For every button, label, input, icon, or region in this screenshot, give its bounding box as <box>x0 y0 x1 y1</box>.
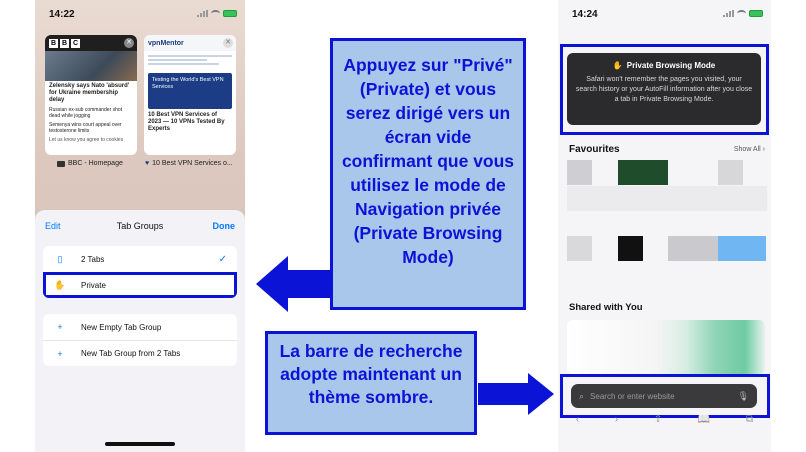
bbc-story-2: Russian ex-sub commander shot dead while jogging <box>49 107 123 119</box>
row-label: 2 Tabs <box>81 254 105 264</box>
row-label: New Tab Group from 2 Tabs <box>81 349 181 358</box>
favourite-tile[interactable] <box>668 236 718 261</box>
search-icon: ⌕ <box>579 390 585 401</box>
hand-icon: ✋ <box>612 61 623 70</box>
vpn-menu-lines <box>144 51 236 73</box>
battery-icon <box>223 10 237 17</box>
tab-group-private[interactable] <box>43 272 237 298</box>
checkmark-icon: ✓ <box>218 253 227 265</box>
bbc-news-image <box>45 51 137 81</box>
close-tab-icon[interactable]: ✕ <box>223 38 233 48</box>
done-button[interactable]: Done <box>212 221 235 231</box>
sheet-header <box>35 221 245 235</box>
signal-icon <box>723 10 734 17</box>
battery-icon <box>749 10 763 17</box>
bottom-toolbar <box>558 414 771 432</box>
vpn-article-title: 10 Best VPN Services of 2023 — 10 VPNs Tested By Experts <box>148 112 225 132</box>
row-label: New Empty Tab Group <box>81 322 162 332</box>
wifi-icon <box>211 10 220 17</box>
bbc-favicon-icon <box>57 161 65 167</box>
favourites-header <box>569 144 765 158</box>
search-input[interactable] <box>590 392 730 401</box>
hand-icon: ✋ <box>54 280 66 290</box>
bbc-headline: Zelensky says Nato 'absurd' for Ukraine membership delay <box>49 83 130 103</box>
tab-group-list <box>43 246 237 298</box>
bbc-logo-b2: B <box>61 39 68 47</box>
private-title: Private Browsing Mode <box>626 61 716 70</box>
caption-text: 10 Best VPN Services o... <box>152 160 233 167</box>
private-browsing-notice <box>567 53 761 125</box>
plus-icon: + <box>57 348 63 359</box>
vpn-banner: Testing the World's Best VPN Services <box>148 73 232 109</box>
wifi-icon <box>737 10 746 17</box>
left-phone-screen <box>35 0 245 452</box>
bbc-logo-b1: B <box>50 39 57 47</box>
signal-icon <box>197 10 208 17</box>
tab-card-bbc[interactable] <box>45 35 137 155</box>
bbc-stories <box>45 81 137 145</box>
caption-text: BBC - Homepage <box>68 160 123 167</box>
callout-dark-search-bar: La barre de recherche adopte maintenant un thème sombre. <box>265 331 477 435</box>
favourite-tile[interactable] <box>618 160 668 185</box>
favourites-title: Favourites <box>569 144 620 155</box>
new-group-actions <box>43 314 237 366</box>
home-indicator <box>105 442 175 446</box>
bbc-cookie-note: Let us know you agree to cookies <box>49 137 124 143</box>
shared-with-you-title: Shared with You <box>569 302 643 313</box>
favourite-tile[interactable] <box>718 160 743 185</box>
tab-groups-sheet <box>35 210 245 452</box>
address-bar[interactable] <box>571 384 757 408</box>
phone-icon: ▯ <box>57 253 63 264</box>
back-icon[interactable]: ‹ <box>575 414 580 425</box>
plus-icon: + <box>57 322 63 332</box>
status-icons <box>197 10 237 17</box>
tab-caption-vpn <box>145 160 233 167</box>
arrow-right-icon <box>476 371 556 417</box>
callout-private-instructions: Appuyez sur "Privé" (Private) et vous serez dirigé vers un écran vide confirmant que vous utilisez le mode de Navigation privée (Private Browsing Mode) <box>330 38 526 310</box>
show-all-link[interactable]: Show All › <box>733 146 765 153</box>
share-icon[interactable]: ⇪ <box>653 414 663 425</box>
tabs-icon[interactable]: ⧉ <box>745 414 754 425</box>
arrow-left-icon <box>254 254 332 314</box>
close-tab-icon[interactable]: ✕ <box>124 38 134 48</box>
bbc-logo-c: C <box>72 39 79 47</box>
status-time: 14:24 <box>572 9 598 20</box>
status-time: 14:22 <box>49 9 75 20</box>
status-icons <box>723 10 763 17</box>
tab-card-vpnmentor[interactable] <box>144 35 236 155</box>
vpnmentor-logo: vpnMentor <box>148 39 184 47</box>
shared-content-card[interactable] <box>567 320 765 374</box>
favourite-tile[interactable] <box>718 236 766 261</box>
sheet-title: Tab Groups <box>116 221 164 231</box>
favourite-tile[interactable] <box>567 186 767 211</box>
status-bar <box>558 0 771 28</box>
new-empty-tab-group-button[interactable] <box>43 314 237 340</box>
forward-icon[interactable]: › <box>614 414 619 425</box>
edit-button[interactable]: Edit <box>45 221 61 231</box>
tab-group-2-tabs[interactable] <box>43 246 237 272</box>
status-bar <box>35 0 245 28</box>
favourite-tile[interactable] <box>567 236 592 261</box>
right-phone-screen <box>558 0 771 452</box>
tab-caption-bbc <box>57 160 123 167</box>
favourite-tile[interactable] <box>618 236 643 261</box>
new-tab-group-from-tabs-button[interactable] <box>43 340 237 366</box>
row-label: Private <box>81 281 106 290</box>
microphone-icon[interactable]: 🎙 <box>737 390 749 401</box>
show-all-label: Show All <box>733 146 761 153</box>
bbc-story-3: Semenya wins court appeal over testosterone limits <box>49 122 122 134</box>
private-title-row <box>567 61 761 70</box>
favourite-tile[interactable] <box>567 160 592 185</box>
private-body: Safari won't remember the pages you visited, your search history or your AutoFill information after you close a tab in Private Browsing Mode. <box>575 76 753 103</box>
bookmarks-icon[interactable]: 📖 <box>697 414 711 425</box>
vpn-favicon-icon: ♥ <box>145 160 150 167</box>
